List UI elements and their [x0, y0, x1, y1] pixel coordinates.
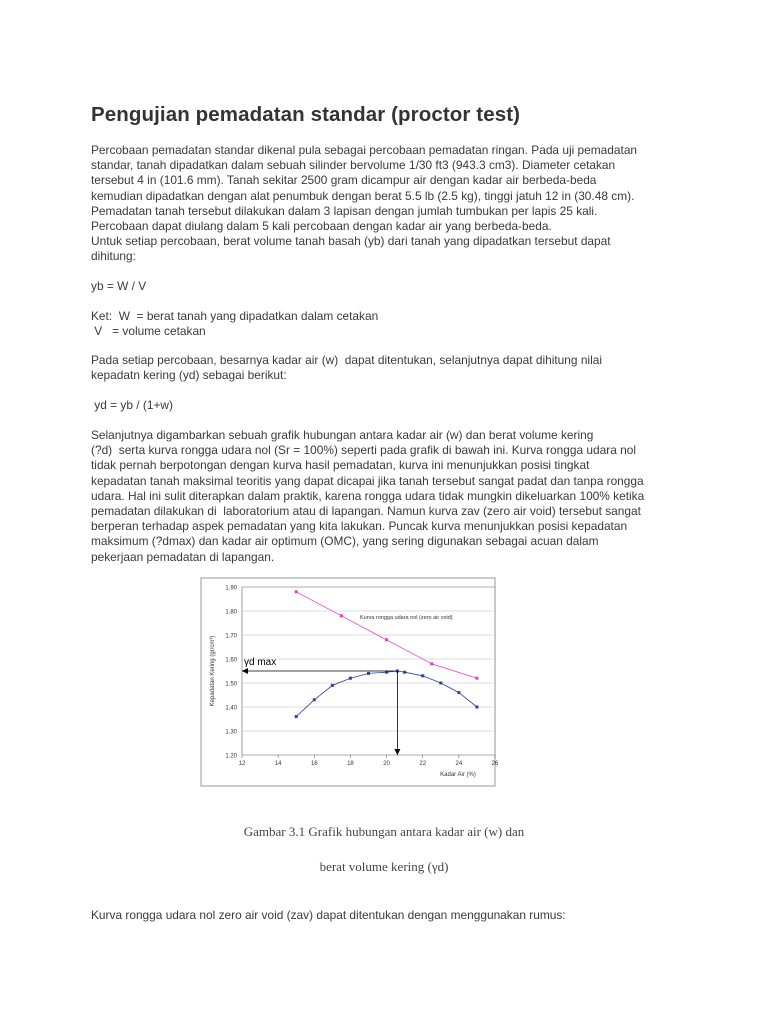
series-point-1: [439, 682, 442, 685]
intro-line: Pemadatan tanah tersebut dilakukan dalam 3 lapisan dengan jumlah tumbukan per lapis 25 kali.: [91, 203, 598, 218]
y-tick-label: 1.80: [225, 609, 237, 616]
compaction-chart: [200, 577, 499, 787]
series-point-1: [475, 706, 478, 709]
explanation-line: (?d) serta kurva rongga udara nol (Sr = 100%) seperti pada grafik di bawah ini. Kurva rongga udara nol: [91, 443, 636, 458]
x-tick-label: 18: [347, 761, 354, 767]
explanation-line: pekerjaan pemadatan di lapangan.: [91, 549, 275, 564]
intro-line: Untuk setiap percobaan, berat volume tanah basah (yb) dari tanah yang dipadatkan tersebut dapat: [91, 234, 611, 249]
series-point-1: [457, 691, 460, 694]
series-point-0: [295, 590, 298, 593]
paragraph-zav-formula: Kurva rongga udara nol zero air void (zav) dapat ditentukan dengan menggunakan rumus:: [91, 908, 566, 922]
x-tick-label: 22: [419, 761, 427, 767]
x-tick-label: 12: [238, 761, 246, 767]
formula-dry-density: yd = yb / (1+w): [91, 398, 173, 412]
series-point-1: [349, 677, 352, 680]
explanation-line: udara. Hal ini sulit diterapkan dalam praktik, karena rongga udara tidak mungkin dikeluarkan 100% ketika: [91, 488, 645, 503]
page-title: Pengujian pemadatan standar (proctor test): [91, 103, 521, 126]
y-tick-label: 1.50: [225, 681, 237, 688]
paragraph-intro: [91, 143, 637, 265]
paragraph-graph-explanation: [91, 428, 644, 565]
formula-legend: [91, 309, 378, 339]
x-tick-label: 16: [310, 761, 318, 767]
legend-line: V = volume cetakan: [91, 324, 206, 339]
series-point-0: [475, 677, 478, 680]
series-point-1: [295, 715, 298, 718]
dry-density-line: Pada setiap percobaan, besarnya kadar air (w) dapat ditentukan, selanjutnya dapat dihitung nilai: [91, 353, 602, 367]
x-tick-label: 20: [383, 761, 390, 767]
ydmax-label: γd max: [244, 657, 277, 668]
series-point-0: [430, 662, 433, 665]
figure-caption-line1: Gambar 3.1 Grafik hubungan antara kadar air (w) dan: [243, 824, 525, 839]
chart-svg: [200, 577, 499, 787]
intro-line: kemudian dipadatkan dengan alat penumbuk dengan berat 5.5 lb (2.5 kg), tinggi jatuh 12 in (30.48 cm).: [91, 188, 635, 203]
explanation-line: berperan terhadap aspek pemadatan yang kita lakukan. Puncak kurva menunjukkan posisi kepadatan: [91, 519, 628, 534]
intro-line: tersebut 4 in (101.6 mm). Tanah sekitar 2500 gram dicampur air dengan kadar air berbeda-beda: [91, 173, 597, 188]
legend-line: Ket: W = berat tanah yang dipadatkan dalam cetakan: [91, 309, 379, 323]
formula-wet-density: yb = W / V: [91, 279, 147, 293]
y-tick-label: 1.40: [225, 705, 237, 712]
y-tick-label: 1.90: [225, 585, 237, 592]
explanation-line: pemadatan dilakukan di laboratorium atau di lapangan. Namun kurva zav (zero air void) tersebut sangat: [91, 504, 641, 519]
y-tick-label: 1.70: [225, 633, 237, 640]
y-axis-label: Kepadatan Kering (gr/cm³): [210, 635, 216, 707]
series-point-1: [367, 672, 370, 675]
figure-caption-line2: berat volume kering (γd): [319, 859, 449, 874]
dry-density-line: kepadatn kering (yd) sebagai berikut:: [91, 368, 287, 383]
x-tick-label: 24: [455, 761, 463, 767]
y-tick-label: 1.30: [225, 729, 237, 736]
x-axis-label: Kadar Air (%): [440, 772, 476, 778]
x-tick-label: 14: [274, 761, 282, 767]
y-tick-label: 1.60: [225, 657, 237, 664]
paragraph-dry-density: [91, 353, 602, 383]
series-point-1: [403, 671, 406, 674]
intro-line: Percobaan pemadatan standar dikenal pula sebagai percobaan pemadatan ringan. Pada uji pemadatan: [91, 143, 638, 157]
zav-annotation: Kurva rongga udara nol (zero air void): [360, 615, 453, 621]
intro-line: standar, tanah dipadatkan dalam sebuah silinder bervolume 1/30 ft3 (943.3 cm3). Diameter cetakan: [91, 158, 616, 173]
explanation-line: tidak pernah berpotongan dengan kurva hasil pemadatan, kurva ini menunjukkan posisi tingkat: [91, 458, 590, 473]
series-point-1: [421, 674, 424, 677]
x-tick-label: 26: [491, 761, 499, 767]
explanation-line: kepadatan tanah maksimal teoritis yang dapat dicapai jika tanah tersebut sangat padat dan tanpa rongga: [91, 473, 644, 488]
series-point-0: [385, 638, 388, 641]
explanation-line: maksimum (?dmax) dan kadar air optimum (OMC), yang sering digunakan sebagai acuan dalam: [91, 534, 599, 549]
series-point-1: [313, 698, 316, 701]
intro-line: dihitung:: [91, 249, 136, 264]
series-point-0: [340, 614, 343, 617]
y-tick-label: 1.20: [225, 753, 237, 760]
intro-line: Percobaan dapat diulang dalam 5 kali percobaan dengan kadar air yang berbeda-beda.: [91, 219, 552, 234]
explanation-line: Selanjutnya digambarkan sebuah grafik hubungan antara kadar air (w) dan berat volume kering: [91, 428, 594, 442]
series-point-1: [331, 684, 334, 687]
